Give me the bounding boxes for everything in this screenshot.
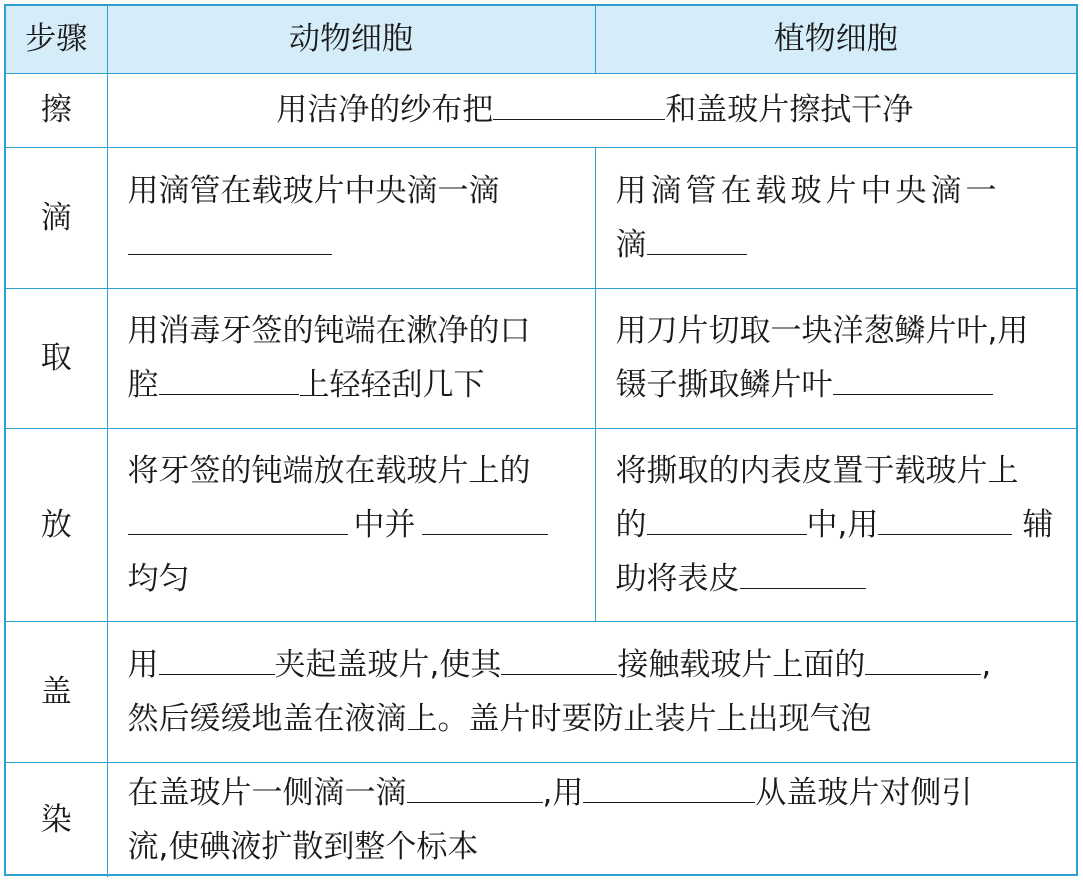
blank-drop-animal bbox=[128, 224, 332, 255]
stain-text-1: 在盖玻片一侧滴一滴 bbox=[127, 774, 407, 811]
row-drop bbox=[6, 147, 1076, 288]
blank-place-plant-2 bbox=[878, 504, 1012, 535]
cover-text-3: 接触载玻片上面的 bbox=[617, 646, 866, 683]
stain-text-4: 流,使碘液扩散到整个标本 bbox=[127, 828, 479, 865]
row-take bbox=[6, 288, 1076, 428]
blank-stain-1 bbox=[407, 772, 543, 803]
take-animal bbox=[107, 288, 595, 428]
row-cover bbox=[6, 621, 1076, 762]
place-animal-text-1: 将牙签的钝端放在载玻片上的 bbox=[127, 452, 531, 489]
header-step: 步骤 bbox=[6, 6, 107, 73]
blank-place-plant-3 bbox=[740, 558, 866, 589]
blank-cover-1 bbox=[159, 644, 275, 675]
place-animal bbox=[107, 428, 595, 621]
blank-cover-3 bbox=[865, 644, 981, 675]
place-plant-text-5: 助将表皮 bbox=[615, 560, 740, 597]
header-plant-cell: 植物细胞 bbox=[595, 6, 1076, 73]
wipe-content bbox=[107, 73, 1076, 147]
place-plant-text-2: 的 bbox=[615, 506, 647, 543]
blank-drop-plant bbox=[647, 224, 747, 255]
drop-plant-text-1: 用滴管在载玻片中央滴一 bbox=[615, 172, 1001, 209]
stain-content bbox=[107, 762, 1076, 877]
take-plant bbox=[595, 288, 1076, 428]
step-take: 取 bbox=[6, 288, 107, 428]
drop-plant-text-2: 滴 bbox=[615, 226, 647, 263]
blank-wipe-1 bbox=[493, 89, 665, 120]
blank-place-animal-1 bbox=[128, 504, 348, 535]
place-plant-text-3: 中,用 bbox=[806, 506, 879, 543]
header-row bbox=[6, 6, 1076, 73]
step-place: 放 bbox=[6, 428, 107, 621]
experiment-steps-table bbox=[6, 6, 1076, 877]
take-animal-text-1: 用消毒牙签的钝端在漱净的口 bbox=[127, 313, 531, 349]
stain-text-2: ,用 bbox=[542, 774, 584, 811]
stain-text-3: 从盖玻片对侧引 bbox=[755, 774, 973, 811]
cover-text-5: 然后缓缓地盖在液滴上。盖片时要防止装片上出现气泡 bbox=[127, 700, 872, 737]
place-plant-text-1: 将撕取的内表皮置于载玻片上 bbox=[615, 452, 1019, 489]
step-drop: 滴 bbox=[6, 147, 107, 288]
cover-text-1: 用 bbox=[127, 646, 159, 683]
place-plant bbox=[595, 428, 1076, 621]
drop-plant bbox=[595, 147, 1076, 288]
wipe-text-1: 用洁净的纱布把 bbox=[276, 92, 494, 128]
row-wipe bbox=[6, 73, 1076, 147]
blank-cover-2 bbox=[501, 644, 617, 675]
place-animal-text-2: 中并 bbox=[353, 506, 416, 543]
blank-stain-2 bbox=[583, 772, 755, 803]
blank-place-plant-1 bbox=[647, 504, 807, 535]
step-cover: 盖 bbox=[6, 621, 107, 762]
wipe-text-2: 和盖玻片擦拭干净 bbox=[665, 92, 914, 128]
row-stain bbox=[6, 762, 1076, 877]
experiment-steps-table-frame bbox=[4, 4, 1078, 876]
take-animal-text-3: 上轻轻刮几下 bbox=[298, 367, 485, 403]
header-animal-cell: 动物细胞 bbox=[107, 6, 595, 73]
take-plant-text-2: 镊子撕取鳞片叶 bbox=[615, 367, 833, 403]
take-animal-text-2: 腔 bbox=[127, 367, 159, 403]
blank-take-animal bbox=[159, 364, 299, 395]
blank-place-animal-2 bbox=[422, 504, 548, 535]
place-plant-text-4: 辅 bbox=[1022, 506, 1054, 543]
take-plant-text-1: 用刀片切取一块洋葱鳞片叶,用 bbox=[615, 313, 1029, 349]
drop-animal-text-1: 用滴管在载玻片中央滴一滴 bbox=[127, 172, 500, 209]
cover-content bbox=[107, 621, 1076, 762]
cover-text-2: 夹起盖玻片,使其 bbox=[274, 646, 502, 683]
blank-take-plant bbox=[833, 364, 993, 395]
place-animal-text-3: 均匀 bbox=[127, 560, 190, 597]
step-stain: 染 bbox=[6, 762, 107, 877]
drop-animal bbox=[107, 147, 595, 288]
row-place bbox=[6, 428, 1076, 621]
cover-text-4: , bbox=[981, 646, 992, 683]
step-wipe: 擦 bbox=[6, 73, 107, 147]
